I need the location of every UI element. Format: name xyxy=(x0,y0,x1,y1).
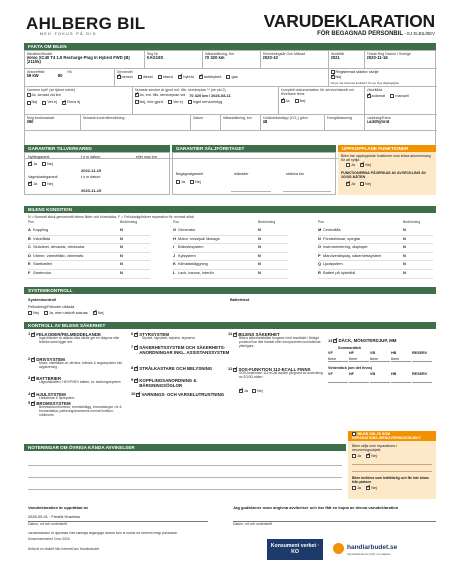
fuel-hybrid[interactable]: ✓ hybrid xyxy=(178,75,193,79)
reparation-box: BILEN SÄLJS SOM REPARATIONS-/RENOVERINGSOBJEKT Bilen säljs som reparations-/ renoveringsobjekt Ja ✓ Nej Bilen bedöms som trafikfarlig och får inte köras från platsen Ja ✓ Nej xyxy=(348,431,436,499)
field-matar2: Mätarställning, km xyxy=(221,115,261,131)
field-tillverkning: Tillverkningsår Och Månad 2020-10 xyxy=(261,51,329,69)
nybil-nej[interactable]: Nej xyxy=(42,162,53,166)
kondition-item-c: C Slutväxel, drivaxlar, drivknutar xyxy=(28,244,85,250)
kamrem-ja[interactable]: Ja, senast vid km xyxy=(27,93,61,97)
kondition-value-q[interactable]: N xyxy=(403,261,406,267)
vaxel-automat[interactable]: ✓ automat xyxy=(367,94,386,98)
kamrem-nej[interactable]: Nej xyxy=(27,100,38,104)
safety-checkbox-9[interactable] xyxy=(134,379,138,383)
dok-ja[interactable]: ✓ Ja xyxy=(281,99,290,103)
kondition-value-a[interactable]: N xyxy=(120,227,123,232)
reg-nej[interactable]: ✓ Nej xyxy=(331,75,342,79)
section-fakta: FAKTA OM BILEN xyxy=(24,43,436,50)
field-dokumentation: Komplett dokumentation för servicehistorik enl. tillverkare finns ✓ Ja Nej xyxy=(279,87,365,115)
field-service: Senaste service är gjord enl. tillv. serviceplan ** (se sid 2) ✓ Ja, enl. tillv. serviceplan vid 70 320 km / 2026-08-11 Nej, inte gjord Vet ej Inget serviceintyg xyxy=(133,87,279,115)
field-vaxellada: Växellåda ✓ automat manuell xyxy=(365,87,437,115)
kondition-item-h: H Motor: missljud/ läckage xyxy=(173,235,220,241)
tyre-value-hf[interactable]: 6mm xyxy=(349,357,369,362)
safety-checkbox-2[interactable] xyxy=(31,358,35,362)
tyre-col-hf: HF xyxy=(349,350,354,355)
section-garanti-tillverkare: GARANTIER TILLVERKAREN xyxy=(24,145,170,152)
brand-logo: AHLBERG BIL xyxy=(26,14,146,33)
kondition-item-b: B Växellåda xyxy=(28,235,51,241)
upp2-ja[interactable]: ✓ Ja xyxy=(346,182,355,186)
safety-checkbox-7[interactable] xyxy=(134,346,138,350)
vagn-ja[interactable]: ✓ Ja xyxy=(28,182,37,186)
ecall-options xyxy=(239,389,267,395)
fine-print-2: Konsumentverket 3 nov 2026 xyxy=(28,537,70,541)
section-uppkopplade: UPPKOPPLADE FUNKTIONER xyxy=(338,145,436,152)
field-motoreffekt: Motoreffekt Hk 59 kW 80 xyxy=(25,69,115,87)
kondition-item-q: Q Ljudsystem xyxy=(318,261,343,267)
kondition-item-a: A Koppling xyxy=(28,227,49,232)
salj-ja[interactable]: Ja xyxy=(176,180,185,184)
kondition-value-n[interactable]: N xyxy=(403,235,406,241)
buyer-sub: Datum, ort och underskrift xyxy=(233,522,273,526)
reg-ja[interactable]: Registrerad städfor sivdje xyxy=(331,70,379,74)
upp2-nej[interactable]: Nej xyxy=(360,182,371,186)
fuel-diesel[interactable]: diesel xyxy=(138,75,153,79)
kondition-value-m[interactable]: N xyxy=(403,227,406,232)
safety-item-5: 5 ✓ BROMSSYSTEM Bromsskivor/trummor, bromsbelägg, bromsslangar, rör & bromsvätska, parkeringsbromsens normal funktion, nödbroms xyxy=(28,401,128,417)
nybil-ja[interactable]: ✓ Ja xyxy=(28,162,37,166)
safety-item-4: 4 ✓ HJULSYSTEM Länkarmar & hjulsystem xyxy=(28,392,128,401)
field-kontrollbesiktning: Senaste kontrollbesiktning xyxy=(81,115,191,131)
fuel-laddhybrid[interactable]: ✓ laddhybrid xyxy=(199,75,222,79)
tyre-col-vf: VF xyxy=(328,371,333,376)
safety-checkbox-11[interactable] xyxy=(233,333,237,337)
kondition-value-d[interactable]: N xyxy=(120,252,123,258)
vaxel-manuell[interactable]: manuell xyxy=(390,94,408,98)
field-registrerad: Registrerad städfor sivdje ✓ Nej Vid ja, har fordonet ändrats? Om ja, Nya tillgänglighet xyxy=(329,69,437,87)
buyer-label: Jag godkänner ovan angivna avvikelser och har fått en kopia av denna varudeklaration xyxy=(233,506,399,510)
page-title: VARUDEKLARATION xyxy=(263,11,435,31)
kondition-item-d: D Värme, värmefläkt, värmesits xyxy=(28,252,84,258)
kondition-value-i[interactable]: N xyxy=(258,244,261,250)
vagn-date: 2023-11-15 xyxy=(81,188,102,193)
tyre-value-reserv[interactable] xyxy=(412,357,432,362)
tyre-value-vf[interactable]: 6mm xyxy=(328,357,348,362)
tyre-col-vb: VB xyxy=(370,350,376,355)
safety-checkbox-4[interactable] xyxy=(31,393,35,397)
tyre-value-vf[interactable] xyxy=(328,378,348,383)
field-modellar: Modellår 2021 xyxy=(329,51,365,69)
trafik-nej[interactable]: ✓ Nej xyxy=(366,486,377,490)
safety-checkbox-5[interactable] xyxy=(31,402,35,406)
kondition-item-o: O Instrumentering, displayer xyxy=(318,244,368,250)
kondition-item-r: R Batteri på hybridbil xyxy=(318,270,356,275)
kondition-item-i: I Bränslesystem xyxy=(173,244,204,250)
tyre-col-hf: HF xyxy=(349,371,354,376)
field-laddning: Laddning/Extra Laddhybrid xyxy=(365,115,437,131)
tyre-col-vb: VB xyxy=(370,371,376,376)
tyre-col-hb: HB xyxy=(391,371,397,376)
kondition-legend: N = Normalt skick genomsnitt bilens ålder och körsträcka, F = Fel/skadig/kräver reparation för normalt skick xyxy=(28,215,195,219)
reparation-title-checkbox[interactable] xyxy=(352,432,356,436)
safety-item-6: 6 ✓ STYRSYSTEM Styrled, styrväxel, styrarm, styrservo xyxy=(131,332,231,341)
safety-checkbox-6[interactable] xyxy=(134,333,138,337)
felkod-nej2[interactable]: ✓ Nej xyxy=(93,311,104,315)
section-garanti-salj: GARANTIER SÄLJFÖRETAGET xyxy=(172,145,336,152)
tyre-value-hb[interactable] xyxy=(391,378,411,383)
fine-print-3: Detta är en utskrift från InternetCars Handlarbudet. xyxy=(28,547,100,551)
safety-item-2: 2 ✓ DRIVSYSTEM Motor, växellåda/-ar, drivlina, bränsle & avgassystem inkl. avgasrening xyxy=(28,357,128,370)
safety-item-9: 9 ✓ KOPPLINGSANORDNING & BÄRGNINGSÖGLOR xyxy=(131,378,231,388)
field-model: Bilmärke/Modell Volvo XC40 T4 1.5 Recharge Plug In Hybrid FWD (B) (211hk) xyxy=(25,51,145,69)
salj-nej[interactable]: Nej xyxy=(190,180,201,184)
kondition-item-j: J Kylsystem xyxy=(173,252,196,258)
system-box: Systemkontroll Batteritest Felkodning/Felkoder utläsda Nej Ja, men utskrift saknas ✓ Nej xyxy=(24,294,436,320)
kondition-value-k[interactable]: N xyxy=(258,261,261,267)
kondition-value-g[interactable]: N xyxy=(258,227,261,232)
dok-nej[interactable]: Nej xyxy=(295,99,306,103)
tyre-checkbox[interactable] xyxy=(333,339,337,343)
field-drivmedel: Drivmedel ✓ bensin diesel etanol ✓ hybrid ✓ laddhybrid gas xyxy=(115,69,329,87)
noteringar-lines xyxy=(24,452,346,498)
tyre-value-vb[interactable] xyxy=(370,378,390,383)
handlarbudet-logo: handlarbudet.se Varudeklarationen fylls i av säljaren xyxy=(333,542,437,560)
kamrem-finnsej[interactable]: ✓ Finns ej xyxy=(62,100,80,104)
garanti-salj-box: Begagnatgaranti månader sträcka km Ja Nej xyxy=(172,152,336,195)
kamrem-vetej[interactable]: Vet ej xyxy=(42,100,57,104)
kondition-item-k: K Klimatanläggning xyxy=(173,261,208,267)
field-energi: Energiklassning xyxy=(325,115,365,131)
field-matar: Mätarställning, Km 70 320 km xyxy=(203,51,261,69)
garanti-tillverkare-box: Nybilsgaranti t o m datum eller max km ✓ Ja Nej 2022-11-15 Vagnskadegaranti t o m datum ✓ Ja Nej 2023-11-15 xyxy=(24,152,170,195)
upp-nej[interactable]: ✓ Nej xyxy=(360,163,371,167)
kondition-value-o[interactable]: N xyxy=(403,244,406,250)
seller-sub: Datum, ort och underskrift xyxy=(28,522,68,526)
kondition-value-c[interactable]: N xyxy=(120,244,123,250)
safety-checkbox-10[interactable] xyxy=(136,393,140,397)
reparation-ja[interactable]: Ja xyxy=(352,454,361,458)
fuel-bensin[interactable]: ✓ bensin xyxy=(117,75,133,79)
field-forsta-reg: Första Reg Datum I Sverige 2020-11-16 xyxy=(365,51,437,69)
trafik-ja[interactable]: Ja xyxy=(352,486,361,490)
tyre-value-reserv[interactable] xyxy=(412,378,432,383)
section-system: SYSTEMKONTROLL xyxy=(24,287,436,294)
page-subtitle: FÖR BEGAGNAD PERSONBIL - EJ ELBIL/BEV xyxy=(317,31,435,37)
ecall-nej[interactable]: Nej xyxy=(252,389,263,393)
tyre-col-reserv: RESERV xyxy=(412,350,428,355)
felkod-nej1[interactable]: Nej xyxy=(28,311,39,315)
handlarbudet-icon xyxy=(333,543,344,554)
fuel-etanol[interactable]: etanol xyxy=(158,75,173,79)
upp-ja[interactable]: Ja xyxy=(346,163,355,167)
tyre-col-vf: VF xyxy=(328,350,333,355)
brand-tagline: MED FOKUS PÅ DIG xyxy=(40,32,97,36)
safety-checkbox-1[interactable] xyxy=(31,333,35,337)
kondition-item-p: P Manöverdisplay, säkerhetssystem xyxy=(318,252,382,258)
safety-checkbox-8[interactable] xyxy=(134,367,138,371)
service-vetej[interactable]: Vet ej xyxy=(168,100,183,104)
safety-checkbox-12[interactable] xyxy=(233,368,237,372)
safety-item-11: 11 ✓ BILENS SÄKERHET Bilens säkerhetsbältet fungerar med resultatet i förlagd protokoll har läst hämtat efter komponenten kontrolleras ytterligare. xyxy=(228,332,324,348)
safety-item-8: 8 ✓ STRÅLKASTARE OCH BELYSNING xyxy=(131,366,231,371)
kondition-value-j[interactable]: N xyxy=(258,252,261,258)
service-inget[interactable]: Inget serviceintyg xyxy=(188,100,223,104)
seller-label: Varudeklaration är upprättad av xyxy=(28,505,89,510)
kondition-value-p[interactable]: N xyxy=(403,252,406,258)
kondition-value-l[interactable]: N xyxy=(258,270,261,275)
field-co2: Koldioxidutsläpp (CO₂) g/km 48 xyxy=(261,115,325,131)
safety-item-1: 1 ✓ FELKODER/FELMEDDELANDE Inga felkoder är utlästa vilka därför ger en diagnos eller felsöka samt ligger det. xyxy=(28,332,128,345)
safety-item-3: 3 ✓ BATTERIER Lågvoltsbatteri, HEV/PHEV batteri, ev. laddningssystem xyxy=(28,376,128,385)
field-regnr: Reg Nr KAG19S xyxy=(145,51,203,69)
tyre-block: 13✓ DÄCK, MÖNSTERDJUP, MM Sommardäck VF HF VB HB RESERV 6mm 6mm 6mm 6mm Vinterdäck (om det finns) VF HF VB HB RESERV xyxy=(328,338,434,408)
fuel-gas[interactable]: gas xyxy=(226,75,237,79)
reparation-nej[interactable]: ✓ Nej xyxy=(366,454,377,458)
service-ja[interactable]: ✓ Ja, enl. tillv. serviceplan vid xyxy=(135,93,186,97)
uppkopplade-box: Bilen har uppkopplade funktioner som kräva abonnemang för att nyttja Ja ✓ Nej FUNKTIONERNA PÅVERKAS AV AVVECKLING AV 2G/3G-NÄTEN ✓ Ja Nej xyxy=(338,152,436,195)
seller-value: 2026-09-01 · Fredrik Husebus xyxy=(28,514,80,519)
field-datum: Datum xyxy=(191,115,221,131)
section-sakerhet: KONTROLL AV BILENS SÄKERHET xyxy=(24,322,436,329)
sakerhet-box xyxy=(24,329,436,439)
ecall-ja[interactable]: ✓ Ja xyxy=(239,389,248,393)
kondition-item-m: M Centrallås xyxy=(318,227,341,232)
vagn-nej[interactable]: Nej xyxy=(42,182,53,186)
kondition-value-f[interactable]: N xyxy=(120,270,123,275)
field-kamrem: Kamrem bytt* (se tjänst rubrik) Ja, senast vid km Nej Vet ej ✓ Finns ej xyxy=(25,87,133,115)
konsumentverket-logo: Konsument verket · KO xyxy=(267,539,323,560)
tyre-value-hf[interactable] xyxy=(349,378,369,383)
safety-checkbox-3[interactable] xyxy=(31,377,35,381)
safety-item-12: 12 ✓ SOS-FUNKTION 112-ECALL FINNS SOS-funktionen 112-eCall avpåer på grund av avveckling av 2G/3G-näten xyxy=(228,367,324,380)
tyre-col-reserv: RESERV xyxy=(412,371,428,376)
kondition-item-n: N Förstsrhissar, speglar xyxy=(318,235,361,241)
section-noteringar: NOTERINGAR OM ÖVRIGA KÄNDA AVVIKELSER xyxy=(24,444,346,451)
nybil-date: 2022-11-15 xyxy=(81,168,102,173)
kondition-value-r[interactable]: N xyxy=(403,270,406,275)
section-kondition: BILENS KONDITION xyxy=(24,206,436,213)
safety-item-7: 7 ✓ SÄKERHETSSYSTEM OCH SÄKERHETS-ANORDNINGAR INKL. ASSISTANSSYSTEM xyxy=(131,345,231,355)
service-nej[interactable]: Nej, inte gjord xyxy=(135,100,163,104)
safety-item-10: 10 ✓ VARNINGS- OCH VARSELUTRUSTNING xyxy=(131,392,231,397)
tyre-col-hb: HB xyxy=(391,350,397,355)
kondition-item-g: G Generator xyxy=(173,227,196,232)
tyre-value-vb[interactable]: 6mm xyxy=(370,357,390,362)
fine-print-1: Varudeklaration är upprättad med samtliga tillgängliga historik som är kända vid moment enligt publikation. xyxy=(28,532,179,535)
felkod-ja-saknas[interactable]: Ja, men utskrift saknas xyxy=(44,311,88,315)
kondition-value-h[interactable]: N xyxy=(258,235,261,241)
fakta-grid xyxy=(24,50,436,159)
kondition-item-f: F Startmotor xyxy=(28,270,52,275)
field-skatt: Årlig fordonsskatt 360 xyxy=(25,115,81,131)
kondition-item-e: E Startbatteri xyxy=(28,261,53,267)
tyre-value-hb[interactable]: 6mm xyxy=(391,357,411,362)
kondition-item-l: L Lack, kaross, interiör xyxy=(173,270,214,275)
kondition-value-b[interactable]: N xyxy=(120,235,123,241)
kondition-grid: Pos Bedömning Pos Bedömning Pos Bedömning A Koppling N B Växellåda N C Slutväxel, drivaxlar, drivknutar N D Värme, värmefläkt, värmesits N E Startbatteri N F Startmotor N G Generator N H Motor: missljud/ läckage N I Bränslesystem N J Kylsystem N K Klimatanläggning N L Lack, kaross, interiör N M Centrallås N N Förstsrhissar, speglar N O Instrumentering, displayer N P Manöverdisplay, säkerhetssystem N Q Ljudsystem N R Batteri på hybridbil N xyxy=(28,221,436,281)
kondition-value-e[interactable]: N xyxy=(120,261,123,267)
